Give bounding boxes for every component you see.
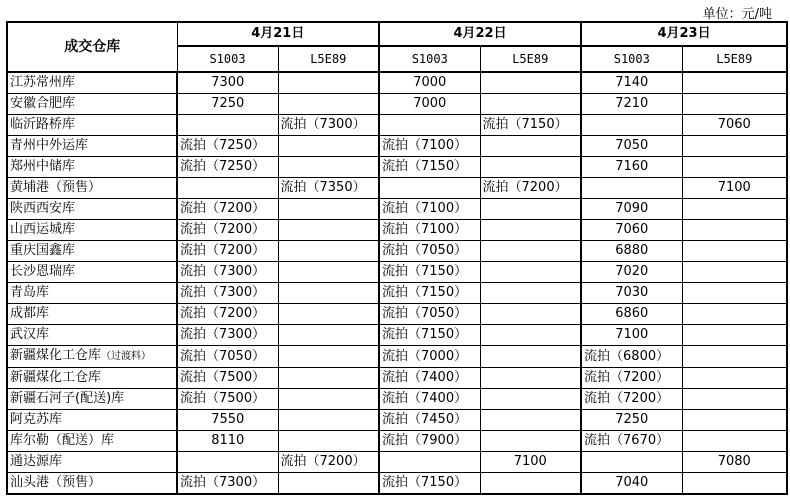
price-cell: 流拍（7900）	[379, 431, 480, 452]
price-cell	[682, 431, 787, 452]
table-row	[7, 94, 787, 115]
table-row	[7, 241, 787, 262]
price-cell: 流拍（7100）	[379, 199, 480, 220]
grade-code-header: S1003	[379, 46, 480, 72]
price-cell	[682, 199, 787, 220]
price-cell: 7100	[480, 452, 581, 473]
price-cell	[480, 283, 581, 304]
price-cell: 流拍（7150）	[379, 325, 480, 346]
price-cell: 7000	[379, 72, 480, 94]
price-cell: 7050	[581, 136, 682, 157]
price-cell	[278, 157, 379, 178]
grade-code-header: S1003	[581, 46, 682, 72]
price-cell: 流拍（7200）	[480, 178, 581, 199]
price-cell	[682, 346, 787, 368]
warehouse-name-text: 江苏常州库	[10, 75, 76, 90]
price-cell	[480, 325, 581, 346]
table-row	[7, 452, 787, 473]
price-cell	[581, 115, 682, 136]
grade-code-header: S1003	[177, 46, 278, 72]
price-cell: 流拍（7300）	[177, 262, 278, 283]
warehouse-name-text: 山西运城库	[10, 222, 76, 237]
price-cell: 8110	[177, 431, 278, 452]
price-cell	[682, 473, 787, 495]
price-cell: 流拍（7150）	[379, 157, 480, 178]
price-cell	[480, 241, 581, 262]
price-cell	[480, 473, 581, 495]
date-header: 4月21日	[177, 22, 379, 46]
warehouse-name	[7, 199, 177, 220]
price-cell	[682, 136, 787, 157]
table-row	[7, 157, 787, 178]
warehouse-name-text: 黄埔港（预售）	[10, 180, 102, 195]
price-cell: 7090	[581, 199, 682, 220]
price-cell: 流拍（7300）	[177, 283, 278, 304]
price-cell: 流拍（7100）	[379, 220, 480, 241]
table-row	[7, 72, 787, 94]
price-cell	[480, 431, 581, 452]
price-cell	[278, 389, 379, 410]
unit-label: 单位：元/吨	[702, 7, 772, 22]
warehouse-name-text: 通达源库	[10, 454, 63, 469]
price-cell	[480, 199, 581, 220]
warehouse-name-text: 郑州中储库	[10, 159, 76, 174]
price-cell	[480, 304, 581, 325]
warehouse-name-text: 重庆国鑫库	[10, 243, 76, 258]
price-cell: 7030	[581, 283, 682, 304]
price-cell	[278, 136, 379, 157]
warehouse-name-text: 成都库	[10, 306, 50, 321]
price-cell	[581, 178, 682, 199]
price-cell	[278, 368, 379, 389]
price-cell: 流拍（7300）	[177, 325, 278, 346]
warehouse-name-text: 青州中外运库	[10, 138, 89, 153]
price-cell	[682, 389, 787, 410]
price-cell: 流拍（7100）	[379, 136, 480, 157]
price-cell: 7300	[177, 72, 278, 94]
warehouse-name	[7, 283, 177, 304]
price-cell: 7550	[177, 410, 278, 431]
table-row	[7, 136, 787, 157]
price-cell	[177, 452, 278, 473]
price-cell: 流拍（7400）	[379, 368, 480, 389]
price-cell: 7000	[379, 94, 480, 115]
warehouse-name	[7, 431, 177, 452]
table-row	[7, 115, 787, 136]
price-cell	[278, 220, 379, 241]
price-cell: 流拍（7250）	[177, 136, 278, 157]
price-cell	[278, 410, 379, 431]
price-cell: 流拍（7150）	[379, 473, 480, 495]
grade-code-header: L5E89	[480, 46, 581, 72]
warehouse-name-text: 新疆煤化工仓库	[10, 370, 102, 385]
price-cell: 流拍（7200）	[177, 220, 278, 241]
warehouse-name-text: 临沂路桥库	[10, 117, 76, 132]
table-row	[7, 368, 787, 389]
warehouse-name-text: 新疆煤化工仓库	[10, 348, 102, 363]
warehouse-name	[7, 325, 177, 346]
price-cell: 流拍（7200）	[581, 368, 682, 389]
price-cell	[278, 283, 379, 304]
price-cell	[682, 94, 787, 115]
price-cell: 7140	[581, 72, 682, 94]
warehouse-name-text: 汕头港（预售）	[10, 475, 102, 490]
price-cell	[278, 94, 379, 115]
price-cell	[278, 304, 379, 325]
price-cell	[278, 199, 379, 220]
warehouse-name-text: 新疆石河子(配送)库	[10, 391, 125, 406]
warehouse-name	[7, 304, 177, 325]
warehouse-name-text: 武汉库	[10, 327, 50, 342]
price-cell	[581, 452, 682, 473]
price-cell: 7020	[581, 262, 682, 283]
warehouse-name-text: 长沙恩瑞库	[10, 264, 76, 279]
auction-results-table	[6, 21, 788, 495]
price-cell: 7060	[581, 220, 682, 241]
price-cell: 流拍（7050）	[379, 304, 480, 325]
warehouse-name	[7, 94, 177, 115]
price-cell: 流拍（7050）	[177, 346, 278, 368]
date-header: 4月23日	[581, 22, 787, 46]
price-cell: 流拍（7500）	[177, 368, 278, 389]
warehouse-column-header: 成交仓库	[7, 22, 177, 72]
price-cell	[177, 178, 278, 199]
price-cell: 流拍（6800）	[581, 346, 682, 368]
price-cell	[480, 368, 581, 389]
price-cell: 7100	[682, 178, 787, 199]
price-cell: 流拍（7050）	[379, 241, 480, 262]
price-cell: 流拍（7200）	[581, 389, 682, 410]
price-cell: 7210	[581, 94, 682, 115]
price-cell	[682, 304, 787, 325]
price-cell	[278, 346, 379, 368]
price-cell	[682, 325, 787, 346]
warehouse-name	[7, 262, 177, 283]
warehouse-name-suffix: （过渡料）	[101, 351, 152, 362]
table-row	[7, 262, 787, 283]
price-cell: 7250	[581, 410, 682, 431]
price-cell: 流拍（7200）	[177, 199, 278, 220]
price-cell: 流拍（7300）	[177, 473, 278, 495]
price-cell	[480, 346, 581, 368]
price-cell: 7060	[682, 115, 787, 136]
price-cell	[682, 157, 787, 178]
price-cell: 7040	[581, 473, 682, 495]
table-row	[7, 431, 787, 452]
price-cell	[278, 325, 379, 346]
warehouse-name	[7, 410, 177, 431]
warehouse-name	[7, 115, 177, 136]
price-cell	[379, 115, 480, 136]
price-cell: 7100	[581, 325, 682, 346]
table-row	[7, 283, 787, 304]
price-cell	[379, 178, 480, 199]
price-cell	[682, 241, 787, 262]
price-cell	[480, 136, 581, 157]
price-cell	[278, 72, 379, 94]
table-row	[7, 220, 787, 241]
grade-code-header: L5E89	[278, 46, 379, 72]
price-cell: 流拍（7150）	[379, 283, 480, 304]
price-cell: 流拍（7350）	[278, 178, 379, 199]
price-cell: 7080	[682, 452, 787, 473]
grade-code-header: L5E89	[682, 46, 787, 72]
price-cell	[480, 262, 581, 283]
warehouse-name	[7, 346, 177, 368]
date-header-row	[7, 22, 787, 46]
warehouse-name	[7, 72, 177, 94]
price-cell	[480, 94, 581, 115]
table-row	[7, 389, 787, 410]
warehouse-name	[7, 136, 177, 157]
warehouse-name	[7, 473, 177, 495]
price-cell: 流拍（7450）	[379, 410, 480, 431]
price-cell	[480, 157, 581, 178]
date-header: 4月22日	[379, 22, 581, 46]
price-cell: 流拍（7500）	[177, 389, 278, 410]
price-cell	[278, 431, 379, 452]
price-cell: 流拍（7200）	[278, 452, 379, 473]
table-row	[7, 199, 787, 220]
price-cell: 流拍（7250）	[177, 157, 278, 178]
price-cell: 流拍（7200）	[177, 304, 278, 325]
warehouse-name-text: 阿克苏库	[10, 412, 63, 427]
table-row	[7, 178, 787, 199]
price-cell	[480, 410, 581, 431]
price-cell	[682, 72, 787, 94]
warehouse-name	[7, 368, 177, 389]
table-row	[7, 346, 787, 368]
price-cell: 流拍（7300）	[278, 115, 379, 136]
warehouse-name	[7, 157, 177, 178]
warehouse-name-text: 安徽合肥库	[10, 96, 76, 111]
price-cell	[480, 389, 581, 410]
price-cell: 流拍（7400）	[379, 389, 480, 410]
price-cell	[682, 368, 787, 389]
price-cell: 流拍（7000）	[379, 346, 480, 368]
warehouse-name	[7, 452, 177, 473]
price-cell: 流拍（7150）	[480, 115, 581, 136]
table-row	[7, 304, 787, 325]
price-cell	[682, 283, 787, 304]
table-row	[7, 325, 787, 346]
warehouse-name	[7, 241, 177, 262]
warehouse-name	[7, 178, 177, 199]
price-cell: 7250	[177, 94, 278, 115]
price-cell	[177, 115, 278, 136]
price-cell	[278, 241, 379, 262]
price-cell: 7160	[581, 157, 682, 178]
price-cell: 6860	[581, 304, 682, 325]
price-cell: 流拍（7670）	[581, 431, 682, 452]
table-body	[7, 72, 787, 494]
price-cell: 流拍（7200）	[177, 241, 278, 262]
price-cell	[682, 410, 787, 431]
price-cell	[278, 262, 379, 283]
warehouse-name-text: 陕西西安库	[10, 201, 76, 216]
price-cell: 6880	[581, 241, 682, 262]
table-row	[7, 410, 787, 431]
table-row	[7, 473, 787, 495]
price-cell	[682, 220, 787, 241]
price-cell	[682, 262, 787, 283]
price-cell	[278, 473, 379, 495]
warehouse-name-text: 库尔勒（配送）库	[10, 433, 115, 448]
warehouse-name	[7, 220, 177, 241]
price-cell	[480, 72, 581, 94]
warehouse-name-text: 青岛库	[10, 285, 50, 300]
price-cell	[379, 452, 480, 473]
warehouse-name	[7, 389, 177, 410]
price-cell	[480, 220, 581, 241]
price-cell: 流拍（7150）	[379, 262, 480, 283]
